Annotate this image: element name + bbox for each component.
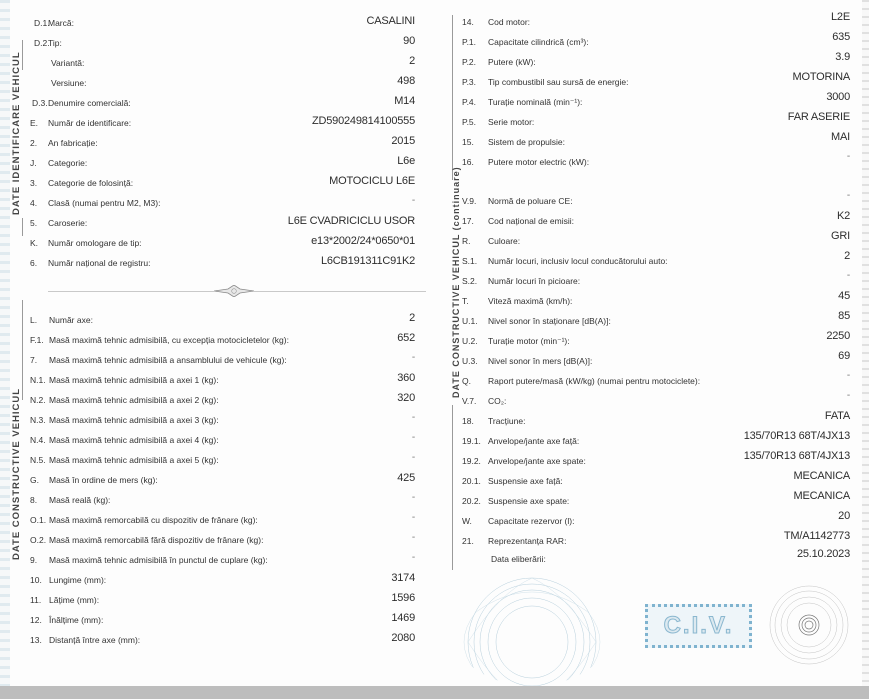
field-label: Masă maximă tehnic admisibilă a axei 4 (kg): <box>49 435 219 445</box>
field-code: T. <box>462 296 469 306</box>
field-row <box>30 572 415 592</box>
field-label: Data eliberării: <box>491 554 546 564</box>
field-value: 2250 <box>826 330 850 342</box>
field-code: 14. <box>462 17 474 27</box>
field-label: Categorie: <box>48 158 88 168</box>
field-code: 4. <box>30 198 38 208</box>
field-label: Anvelope/jante axe spate: <box>488 456 586 466</box>
field-value: ZD590249814100555 <box>311 115 415 127</box>
ornament-diamond-icon <box>214 285 254 297</box>
field-label: Masă maximă tehnic admisibilă a axei 2 (kg): <box>49 395 219 405</box>
field-label: Înălțime (mm): <box>49 615 104 625</box>
field-label: Lungime (mm): <box>49 575 107 585</box>
field-code: G. <box>30 475 39 485</box>
field-code: P.5. <box>462 117 477 127</box>
field-row <box>462 390 850 413</box>
field-value: FAR ASERIE <box>787 111 850 123</box>
field-label: Tip: <box>48 38 62 48</box>
field-value: - <box>411 352 415 363</box>
guilloche-rosette-right <box>768 584 850 666</box>
field-label: Masă maximă tehnic admisibilă în punctul de cuplare (kg): <box>49 555 268 565</box>
field-code: 20.1. <box>462 476 481 486</box>
field-code: D.1. <box>34 18 50 28</box>
field-code: 6. <box>30 258 38 268</box>
field-row <box>30 312 415 332</box>
field-value: MECANICA <box>793 470 850 482</box>
field-row <box>462 450 850 473</box>
field-row <box>462 530 850 553</box>
field-label: Capacitate cilindrică (cm³): <box>488 37 589 47</box>
field-label: Suspensie axe spate: <box>488 496 570 506</box>
field-row <box>30 235 415 255</box>
field-row <box>462 370 850 393</box>
field-value: MOTORINA <box>792 71 850 83</box>
field-label: Lățime (mm): <box>49 595 100 605</box>
field-row <box>30 135 415 155</box>
field-label: Masă maximă tehnic admisibilă a axei 3 (kg): <box>49 415 219 425</box>
guilloche-rosette-left <box>452 572 612 686</box>
field-row <box>462 330 850 353</box>
field-value: 20 <box>838 510 850 522</box>
field-label: Marcă: <box>48 18 74 28</box>
field-code: N.5. <box>30 455 46 465</box>
field-value: 2 <box>844 250 850 262</box>
section-divider-line <box>452 15 453 180</box>
field-row <box>462 131 850 154</box>
field-row <box>30 332 415 352</box>
field-row <box>30 532 415 552</box>
field-code: Q. <box>462 376 471 386</box>
field-value: - <box>846 390 850 401</box>
field-row <box>30 452 415 472</box>
field-code: 18. <box>462 416 474 426</box>
field-value: - <box>411 492 415 503</box>
field-row <box>30 372 415 392</box>
field-row <box>30 432 415 452</box>
field-code: U.3. <box>462 356 478 366</box>
field-row <box>30 472 415 492</box>
section-divider-line <box>22 218 23 236</box>
field-label: Clasă (numai pentru M2, M3): <box>48 198 161 208</box>
field-value: 2 <box>409 312 415 324</box>
field-value: - <box>411 412 415 423</box>
field-row <box>30 512 415 532</box>
field-label: Nivel sonor în staționare [dB(A)]: <box>488 316 611 326</box>
field-code: P.3. <box>462 77 477 87</box>
section-divider-line <box>22 300 23 400</box>
field-label: Reprezentanța RAR: <box>488 536 567 546</box>
field-row <box>30 75 415 95</box>
field-value: 2 <box>409 55 415 67</box>
field-value: 1469 <box>391 612 415 624</box>
field-label: Caroserie: <box>48 218 88 228</box>
field-code: 19.2. <box>462 456 481 466</box>
field-value: - <box>846 190 850 201</box>
field-code: F.1. <box>30 335 44 345</box>
field-value: - <box>846 270 850 281</box>
field-code: W. <box>462 516 472 526</box>
field-value: 90 <box>403 35 415 47</box>
field-label: Masă reală (kg): <box>49 495 111 505</box>
field-value: MECANICA <box>793 490 850 502</box>
field-code: N.1. <box>30 375 46 385</box>
field-code: O.2. <box>30 535 47 545</box>
field-row <box>30 195 415 215</box>
field-value: 3.9 <box>835 51 850 63</box>
field-value: L6e <box>397 155 415 167</box>
field-label: Distanță între axe (mm): <box>49 635 141 645</box>
field-code: L. <box>30 315 38 325</box>
field-label: Viteză maximă (km/h): <box>488 296 573 306</box>
section-label-constructive: DATE CONSTRUCTIVE VEHICUL <box>11 387 22 560</box>
field-value: - <box>411 452 415 463</box>
field-row <box>462 548 850 571</box>
field-label: Sistem de propulsie: <box>488 137 566 147</box>
field-row <box>462 230 850 253</box>
field-label: Raport putere/masă (kW/kg) (numai pentru motociclete): <box>488 376 701 386</box>
field-label: Masă în ordine de mers (kg): <box>49 475 158 485</box>
field-code: R. <box>462 236 471 246</box>
civ-seal-text: C.I.V. <box>663 612 734 639</box>
field-value: - <box>846 151 850 162</box>
field-value: GRI <box>831 230 850 242</box>
field-row <box>462 151 850 174</box>
field-code: N.3. <box>30 415 46 425</box>
field-code: 21. <box>462 536 474 546</box>
field-label: An fabricație: <box>48 138 98 148</box>
field-code: P.2. <box>462 57 477 67</box>
field-label: Cod motor: <box>488 17 531 27</box>
field-value: 1596 <box>391 592 415 604</box>
field-row <box>462 250 850 273</box>
field-row <box>30 552 415 572</box>
field-label: Serie motor: <box>488 117 535 127</box>
section-divider-line <box>22 40 23 70</box>
field-label: Masă maximă tehnic admisibilă, cu excepția motocicletelor (kg): <box>49 335 289 345</box>
field-code: N.2. <box>30 395 46 405</box>
field-code: 7. <box>30 355 38 365</box>
field-code: 16. <box>462 157 474 167</box>
field-row <box>462 190 850 213</box>
field-row <box>462 210 850 233</box>
field-value: 635 <box>832 31 850 43</box>
field-value: 85 <box>838 310 850 322</box>
field-value: TM/A1142773 <box>783 530 850 542</box>
field-row <box>30 612 415 632</box>
field-code: J. <box>30 158 37 168</box>
field-code: 8. <box>30 495 38 505</box>
field-label: Turație motor (min⁻¹): <box>488 336 570 346</box>
field-code: 3. <box>30 178 38 188</box>
bottom-gray-bar <box>0 686 869 699</box>
field-label: Anvelope/jante axe față: <box>488 436 580 446</box>
field-value: 498 <box>397 75 415 87</box>
field-label: Număr axe: <box>49 315 93 325</box>
field-row <box>462 350 850 373</box>
field-value: - <box>411 532 415 543</box>
field-label: Număr național de registru: <box>48 258 151 268</box>
field-value: - <box>846 370 850 381</box>
field-code: 9. <box>30 555 38 565</box>
field-row <box>30 15 415 35</box>
field-label: Cod național de emisii: <box>488 216 574 226</box>
field-code: U.2. <box>462 336 478 346</box>
field-value: 69 <box>838 350 850 362</box>
field-label: Număr locuri, inclusiv locul conducătorului auto: <box>488 256 668 266</box>
field-row <box>462 111 850 134</box>
field-row <box>462 490 850 513</box>
field-value: MOTOCICLU L6E <box>329 175 415 187</box>
field-code: O.1. <box>30 515 47 525</box>
field-value: 2015 <box>391 135 415 147</box>
field-value: 3174 <box>391 572 415 584</box>
field-code: 2. <box>30 138 38 148</box>
field-label: Număr omologare de tip: <box>48 238 142 248</box>
field-row <box>30 412 415 432</box>
field-code: 19.1. <box>462 436 481 446</box>
decorative-edge-right <box>862 0 869 686</box>
field-label: Putere (kW): <box>488 57 536 67</box>
field-label: Turație nominală (min⁻¹): <box>488 97 583 107</box>
field-label: Masă maximă tehnic admisibilă a axei 1 (kg): <box>49 375 219 385</box>
field-code: U.1. <box>462 316 478 326</box>
field-value: - <box>411 552 415 563</box>
field-code: 15. <box>462 137 474 147</box>
field-value: MAI <box>831 131 850 143</box>
field-value: L6CB191311C91K2 <box>320 255 415 267</box>
field-row <box>30 215 415 235</box>
field-row <box>30 115 415 135</box>
field-value: FATA <box>824 410 850 422</box>
field-label: Putere motor electric (kW): <box>488 157 590 167</box>
section-divider-line <box>452 405 453 570</box>
field-value: - <box>411 432 415 443</box>
field-label: CO₂: <box>488 396 507 406</box>
field-code: 11. <box>30 595 42 605</box>
field-row <box>462 290 850 313</box>
field-value: M14 <box>394 95 415 107</box>
field-code: K. <box>30 238 39 248</box>
field-label: Masă maximă tehnic admisibilă a axei 5 (kg): <box>49 455 219 465</box>
field-label: Versiune: <box>51 78 87 88</box>
field-code: D.2. <box>34 38 50 48</box>
field-row <box>462 71 850 94</box>
field-row <box>30 492 415 512</box>
field-code: V.9. <box>462 196 477 206</box>
field-label: Normă de poluare CE: <box>488 196 573 206</box>
field-label: Tip combustibil sau sursă de energie: <box>488 77 629 87</box>
field-value: 425 <box>397 472 415 484</box>
field-code: 20.2. <box>462 496 481 506</box>
field-label: Masă maximă remorcabilă cu dispozitiv de frânare (kg): <box>49 515 258 525</box>
field-row <box>30 255 415 275</box>
field-value: - <box>411 195 415 206</box>
field-code: 12. <box>30 615 42 625</box>
field-row <box>30 155 415 175</box>
field-label: Capacitate rezervor (l): <box>488 516 575 526</box>
field-value: - <box>411 512 415 523</box>
section-label-constructive-cont: DATE CONSTRUCTIVE VEHICUL (continuare) <box>451 166 461 398</box>
field-value: 25.10.2023 <box>796 548 850 560</box>
field-row <box>462 11 850 34</box>
field-code: V.7. <box>462 396 477 406</box>
field-code: S.2. <box>462 276 478 286</box>
field-value: 652 <box>397 332 415 344</box>
field-value: 135/70R13 68T/4JX13 <box>743 450 850 462</box>
field-label: Număr de identificare: <box>48 118 132 128</box>
field-value: L2E <box>831 11 850 23</box>
field-row <box>462 470 850 493</box>
field-value: 45 <box>838 290 850 302</box>
field-value: L6E CVADRICICLU USOR <box>287 215 415 227</box>
field-value: 360 <box>397 372 415 384</box>
field-label: Categorie de folosință: <box>48 178 134 188</box>
field-value: 2080 <box>391 632 415 644</box>
field-code: E. <box>30 118 39 128</box>
field-value: 135/70R13 68T/4JX13 <box>743 430 850 442</box>
field-row <box>462 310 850 333</box>
field-label: Număr locuri în picioare: <box>488 276 581 286</box>
field-code: 10. <box>30 575 42 585</box>
decorative-edge-left <box>0 0 10 686</box>
field-label: Suspensie axe față: <box>488 476 563 486</box>
field-label: Tracțiune: <box>488 416 526 426</box>
field-code: D.3. <box>32 98 48 108</box>
field-label: Nivel sonor în mers [dB(A)]: <box>488 356 593 366</box>
field-value: e13*2002/24*0650*01 <box>311 235 415 247</box>
field-code: 5. <box>30 218 38 228</box>
field-value: 3000 <box>826 91 850 103</box>
field-row <box>462 31 850 54</box>
field-row <box>30 55 415 75</box>
field-label: Masă maximă remorcabilă fără dispozitiv de frânare (kg): <box>49 535 264 545</box>
field-code: 17. <box>462 216 474 226</box>
field-row <box>30 392 415 412</box>
field-code: P.4. <box>462 97 477 107</box>
field-code: S.1. <box>462 256 478 266</box>
field-row <box>462 270 850 293</box>
field-label: Masă maximă tehnic admisibilă a ansamblului de vehicule (kg): <box>49 355 287 365</box>
field-code: 13. <box>30 635 42 645</box>
field-row <box>30 35 415 55</box>
field-row <box>30 175 415 195</box>
field-value: CASALINI <box>366 15 415 27</box>
field-value: K2 <box>836 210 850 222</box>
field-value: 320 <box>397 392 415 404</box>
field-row <box>30 592 415 612</box>
field-code: N.4. <box>30 435 46 445</box>
field-label: Variantă: <box>51 58 85 68</box>
field-row <box>30 95 415 115</box>
field-label: Denumire comercială: <box>48 98 131 108</box>
field-code: P.1. <box>462 37 477 47</box>
field-label: Culoare: <box>488 236 521 246</box>
field-row <box>30 632 415 652</box>
civ-seal <box>645 604 752 648</box>
field-row <box>30 352 415 372</box>
section-label-identification: DATE IDENTIFICARE VEHICUL <box>11 51 22 215</box>
